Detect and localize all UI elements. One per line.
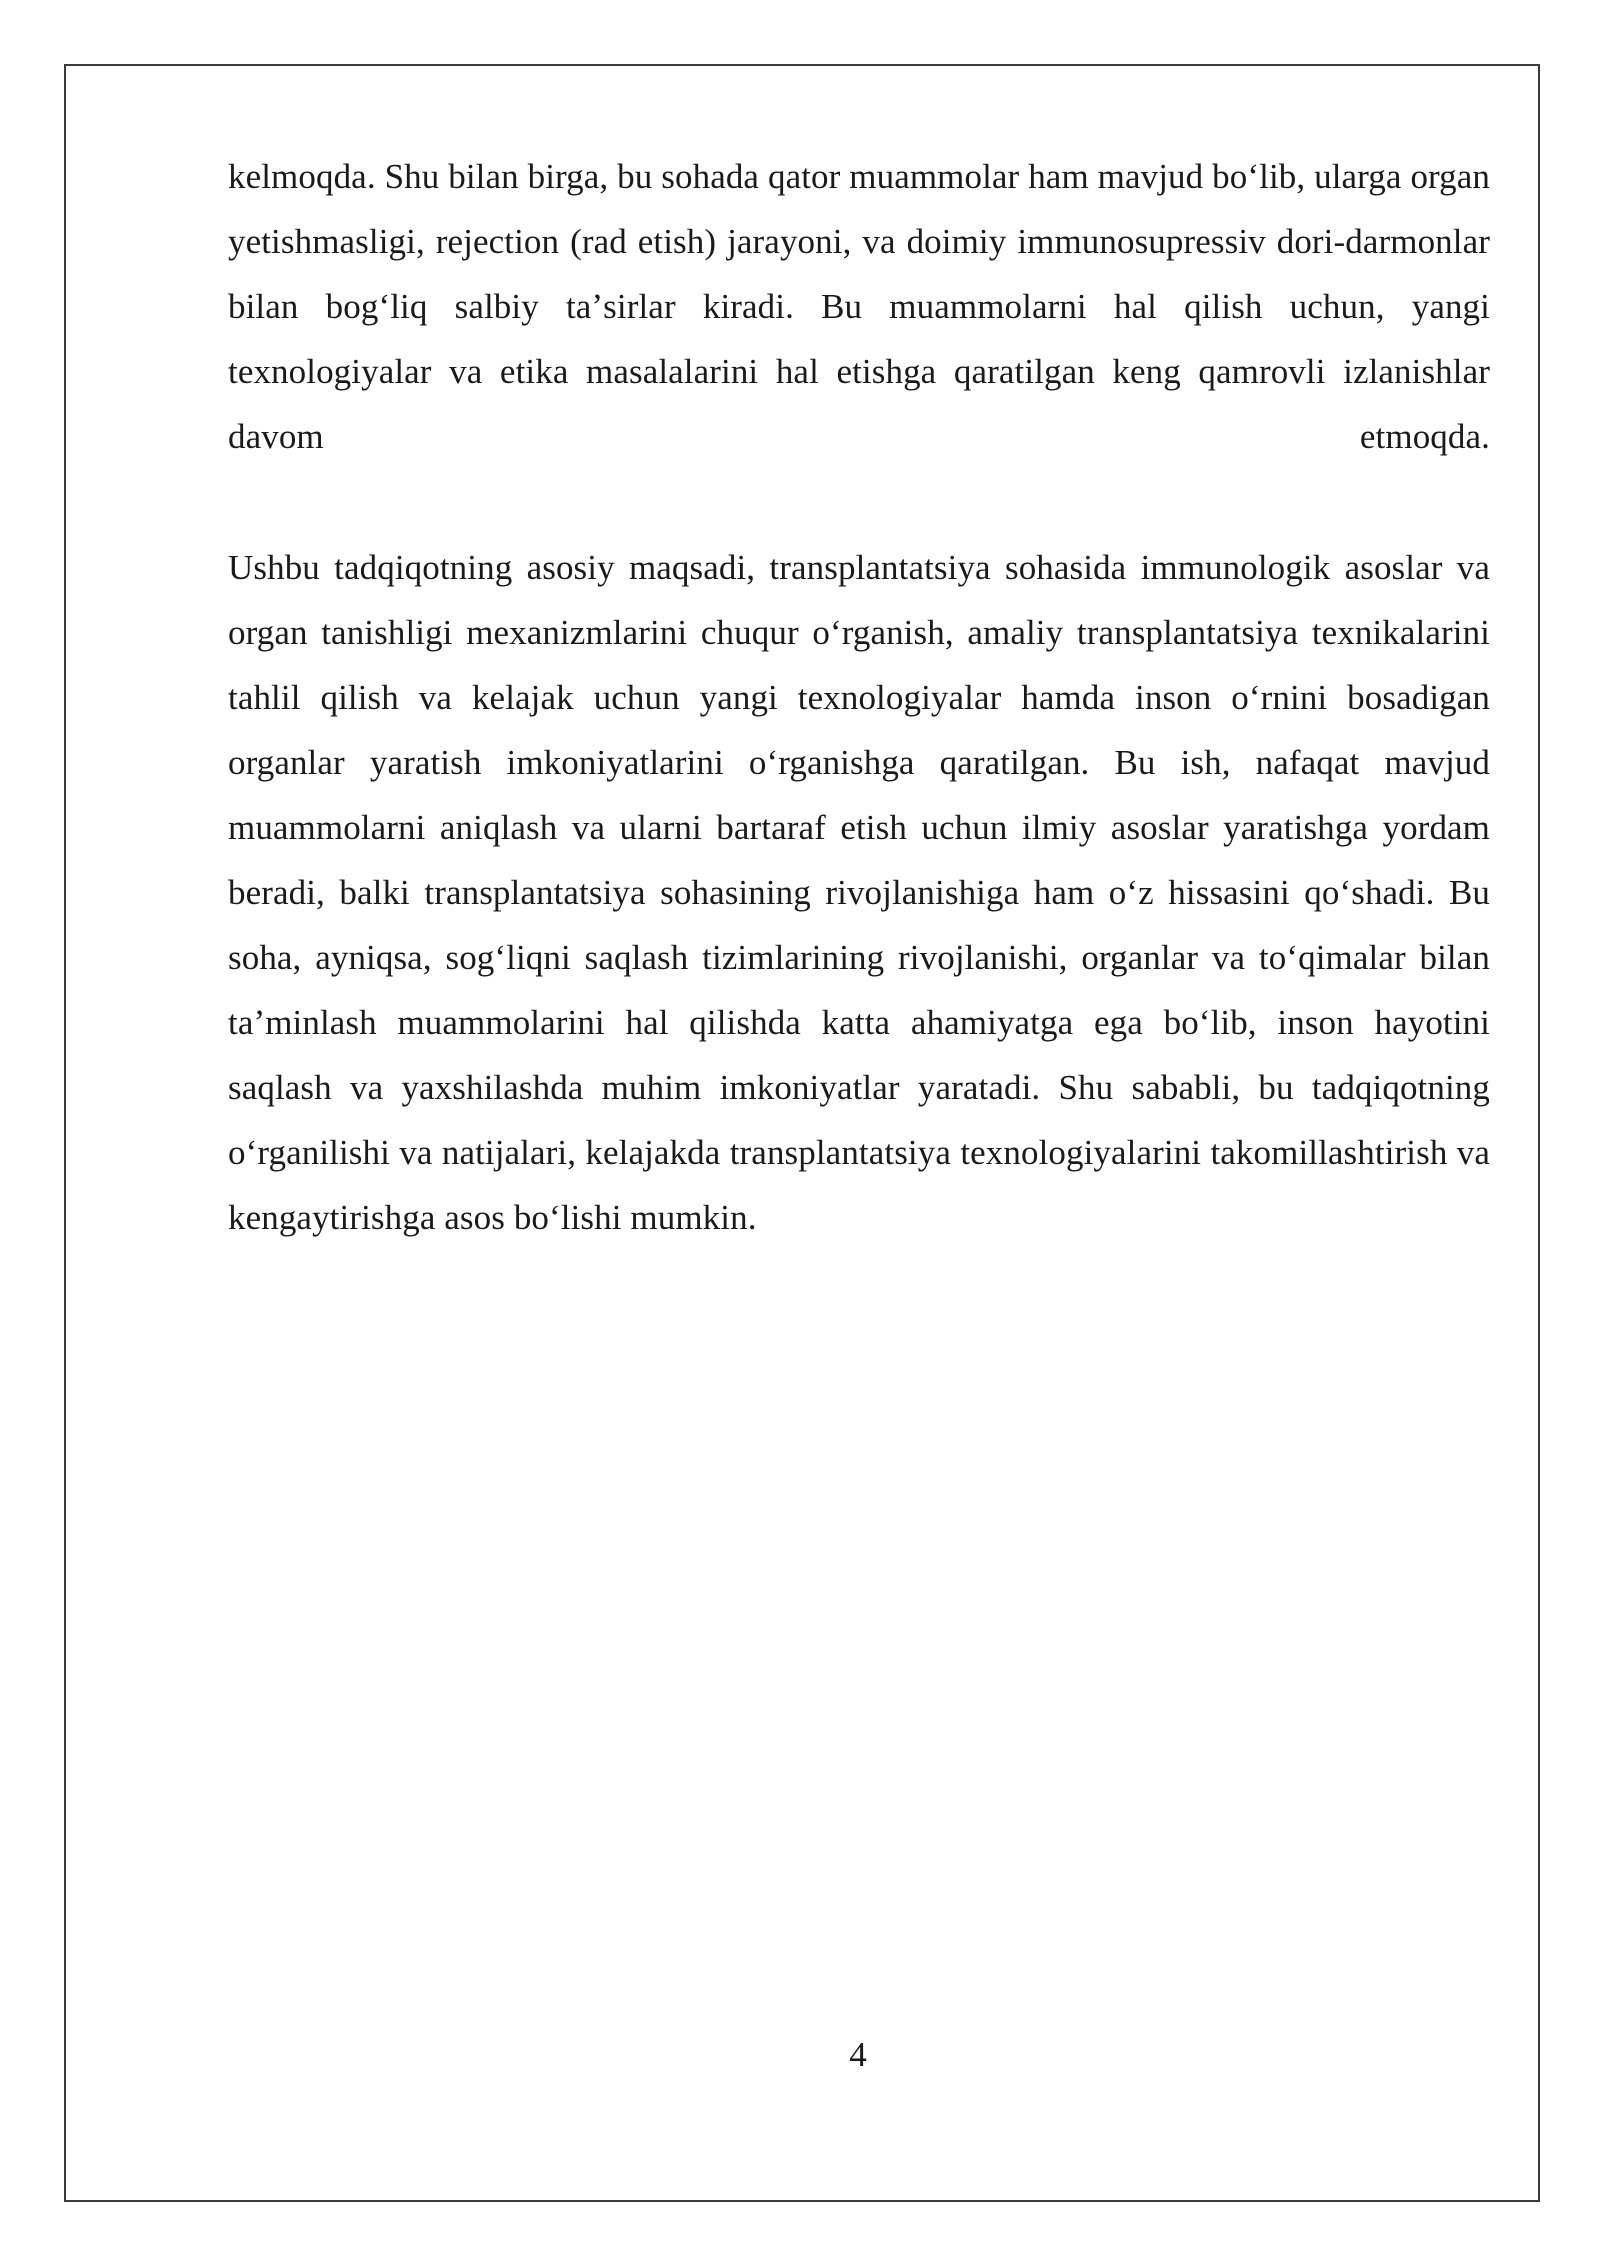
body-paragraph-1 [228, 144, 1490, 469]
body-paragraph-2 [228, 535, 1490, 1250]
paragraph-text: kelmoqda. Shu bilan birga, bu sohada qator muammolar ham mavjud boʻlib, ularga organ yetishmasligi, rejection (rad etish) jarayoni, va doimiy immunosupressiv dori-darmonlar bilan bogʻliq salbiy taʼsirlar kiradi. Bu muammolarni hal qilish uchun, yangi texnologiyalar va etika masalalarini hal etishga qaratilgan keng qamrovli izlanishlar davom etmoqda. [228, 157, 1490, 456]
paragraph-text: Ushbu tadqiqotning asosiy maqsadi, transplantatsiya sohasida immunologik asoslar va organ tanishligi mexanizmlarini chuqur oʻrganish, amaliy transplantatsiya texnikalarini tahlil qilish va kelajak uchun yangi texnologiyalar hamda inson oʻrnini bosadigan organlar yaratish imkoniyatlarini oʻrganishga qaratilgan. Bu ish, nafaqat mavjud muammolarni aniqlash va ularni bartaraf etish uchun ilmiy asoslar yaratishga yordam beradi, balki transplantatsiya sohasining rivojlanishiga ham oʻz hissasini qoʻshadi. Bu soha, ayniqsa, sogʻliqni saqlash tizimlarining rivojlanishi, organlar va toʻqimalar bilan taʼminlash muammolarini hal qilishda katta ahamiyatga ega boʻlib, inson hayotini saqlash va yaxshilashda muhim imkoniyatlar yaratadi. Shu sababli, bu tadqiqotning oʻrganilishi va natijalari, kelajakda transplantatsiya texnologiyalarini takomillashtirish va kengaytirishga asos boʻlishi mumkin. [228, 548, 1490, 1237]
page-number: 4 [849, 2035, 867, 2074]
